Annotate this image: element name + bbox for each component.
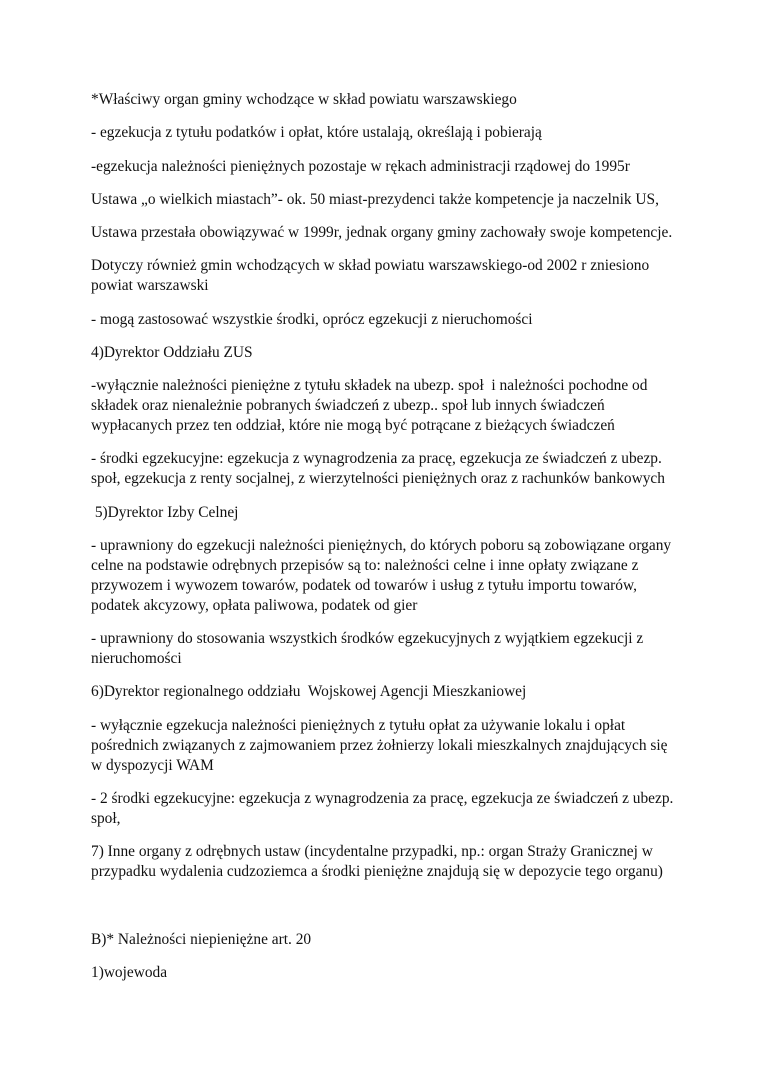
text-line: - mogą zastosować wszystkie środki, oprócz egzekucji z nieruchomości [91,310,533,328]
paragraph-powiat-warszawski [91,256,673,296]
text-line: 4)Dyrektor Oddziału ZUS [91,343,253,361]
paragraph-wam-heading [91,682,673,702]
text-line: powiat warszawski [91,277,209,295]
text-line: Ustawa „o wielkich miastach”- ok. 50 miast-prezydenci także kompetencje ja naczelnik US, [91,190,659,208]
text-line: społ, egzekucja z renty socjalnej, z wierzytelności pieniężnych oraz z rachunków bankowych [91,470,665,488]
paragraph-wam-srodki [91,789,673,829]
document-body [91,90,673,997]
text-line: - egzekucja z tytułu podatków i opłat, które ustalają, określają i pobierają [91,124,542,142]
paragraph-izba-celna-heading [91,503,673,523]
text-line: wypłacanych przez ten oddział, które nie mogą być potrącane z bieżących świadczeń [91,417,615,434]
text-line: 7) Inne organy z odrębnych ustaw (incydentalne przypadki, np.: organ Straży Granicznej w [91,843,653,860]
text-line: 5)Dyrektor Izby Celnej [91,503,239,521]
paragraph-zus-naleznosci [91,376,673,436]
text-line: 6)Dyrektor regionalnego oddziału Wojskowej Agencji Mieszkaniowej [91,683,527,701]
paragraph-gmina-podatki [91,123,673,143]
text-line: Ustawa przestała obowiązywać w 1999r, jednak organy gminy zachowały swoje kompetencje. [91,224,673,241]
text-line: - uprawniony do stosowania wszystkich środków egzekucyjnych z wyjątkiem egzekucji z [91,630,644,647]
paragraph-gmina-srodki [91,310,673,330]
text-line: -wyłącznie należności pieniężne z tytułu składek na ubezp. społ i należności pochodne od [91,377,648,394]
section-b-heading [91,930,673,950]
text-line: nieruchomości [91,650,182,667]
text-line: celne na podstawie odrębnych przepisów są to: należności celne i inne opłaty związane z [91,556,639,574]
paragraph-gmina-administracja [91,157,673,177]
text-line: - 2 środki egzekucyjne: egzekucja z wynagrodzenia za pracę, egzekucja ze świadczeń z ubezp. [91,789,674,807]
paragraph-inne-organy [91,842,673,882]
paragraph-izba-celna-srodki [91,629,673,669]
text-line: społ, [91,809,121,827]
text-line: przywozem i wywozem towarów, podatek od towarów i usług z tytułu importu towarów, [91,576,637,594]
paragraph-ustawa-miasta [91,190,673,210]
text-line: Dotyczy również gmin wchodzących w skład powiatu warszawskiego-od 2002 r zniesiono [91,257,650,275]
text-line: - uprawniony do egzekucji należności pieniężnych, do których poboru są zobowiązane organy [91,536,672,554]
paragraph-zus-srodki [91,449,673,489]
text-line: *Właściwy organ gminy wchodzące w skład powiatu warszawskiego [91,91,517,108]
text-line: w dyspozycji WAM [91,756,214,774]
text-line: 1)wojewoda [91,964,168,982]
paragraph-gmina-heading [91,90,673,110]
paragraph-wam-naleznosci [91,716,673,776]
paragraph-ustawa-1999 [91,223,673,243]
text-line: - środki egzekucyjne: egzekucja z wynagrodzenia za pracę, egzekucja ze świadczeń z ubezp. [91,450,662,468]
text-line: pośrednich związanych z zajmowaniem przez żołnierzy lokali mieszkalnych znajdujących się [91,736,668,754]
paragraph-wojewoda [91,963,673,983]
text-line: przypadku wydalenia cudzoziemca a środki pieniężne znajdują się w depozycie tego organu) [91,863,663,880]
text-line: składek oraz nienależnie pobranych świadczeń z ubezp.. społ lub innych świadczeń [91,397,605,414]
paragraph-zus-heading [91,343,673,363]
text-line: -egzekucja należności pieniężnych pozostaje w rękach administracji rządowej do 1995r [91,157,630,175]
text-line: - wyłącznie egzekucja należności pieniężnych z tytułu opłat za używanie lokalu i opłat [91,716,626,734]
text-line: B)* Należności niepieniężne art. 20 [91,931,312,948]
text-line: podatek akcyzowy, opłata paliwowa, podatek od gier [91,596,418,614]
paragraph-izba-celna-naleznosci [91,536,673,616]
